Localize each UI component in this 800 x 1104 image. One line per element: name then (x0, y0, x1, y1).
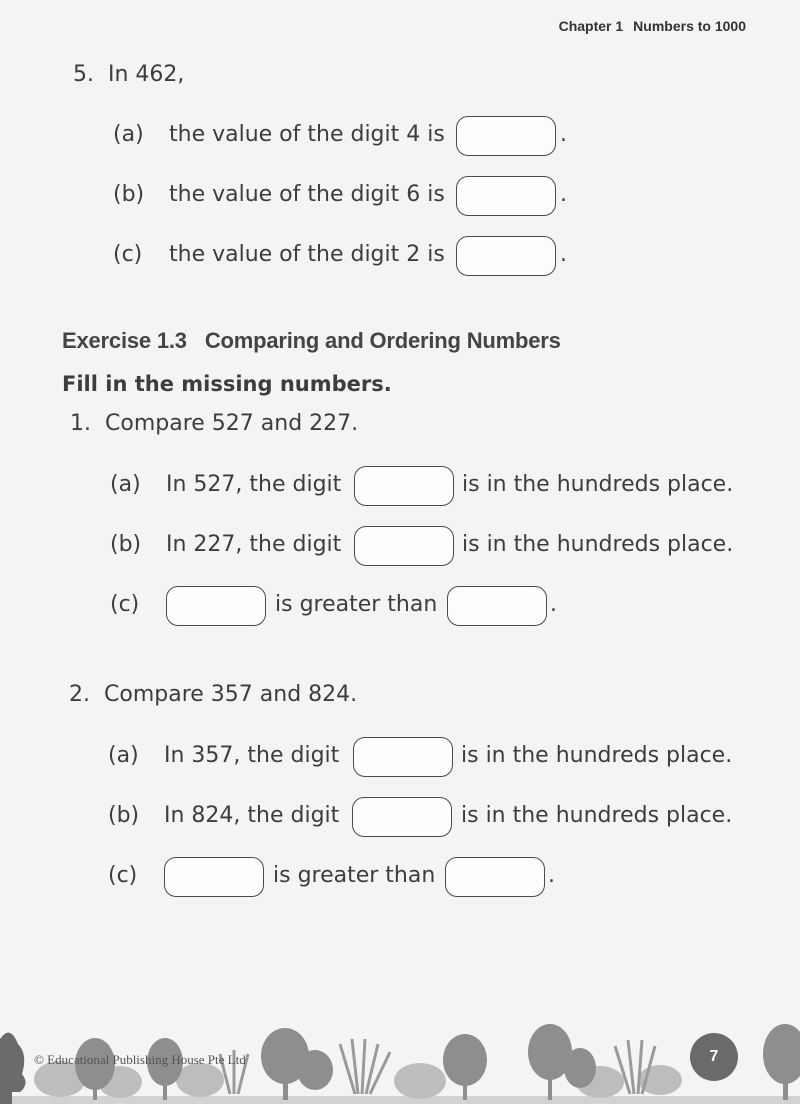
q2c-label: (c) (108, 863, 138, 888)
q2-stem (69, 682, 357, 707)
q5b-answer-box[interactable] (456, 176, 556, 216)
q1c-label: (c) (110, 592, 140, 617)
q1c-answer-box-right[interactable] (447, 586, 547, 626)
q5b-label: (b) (113, 182, 145, 207)
chapter-title: Numbers to 1000 (633, 18, 746, 34)
chapter-label: Chapter 1 (558, 18, 624, 34)
q2-stem-text: Compare 357 and 824. (104, 682, 358, 707)
q5c-period: . (560, 242, 567, 267)
exercise-title: Comparing and Ordering Numbers (204, 328, 561, 353)
q1a-text: In 527, the digit (166, 472, 342, 497)
q5a-label: (a) (113, 122, 144, 147)
q2-number: 2. (69, 682, 90, 707)
q1-stem (70, 411, 358, 436)
q2a-text: In 357, the digit (164, 743, 340, 768)
q5-number: 5. (73, 62, 94, 87)
q1b-text: In 227, the digit (166, 532, 342, 557)
q1b-label: (b) (110, 532, 142, 557)
q1c-answer-box-left[interactable] (166, 586, 266, 626)
q2b-label: (b) (108, 803, 140, 828)
q1b-tail: is in the hundreds place. (462, 532, 734, 557)
q2b-answer-box[interactable] (352, 797, 452, 837)
q2b-text: In 824, the digit (164, 803, 340, 828)
q2c-text: is greater than (273, 863, 436, 888)
q1c-text: is greater than (275, 592, 438, 617)
q5c-label: (c) (113, 242, 143, 267)
q1-stem-text: Compare 527 and 227. (105, 411, 359, 436)
q5c-text: the value of the digit 2 is (169, 242, 445, 267)
q5a-answer-box[interactable] (456, 116, 556, 156)
q1b-answer-box[interactable] (354, 526, 454, 566)
q2c-answer-box-right[interactable] (445, 857, 545, 897)
q5a-period: . (560, 122, 567, 147)
exercise-code: Exercise 1.3 (62, 328, 187, 353)
q1a-answer-box[interactable] (354, 466, 454, 506)
copyright-notice: © Educational Publishing House Pte Ltd (34, 1052, 246, 1067)
q5a-text: the value of the digit 4 is (169, 122, 445, 147)
q2c-answer-box-left[interactable] (164, 857, 264, 897)
chapter-header (559, 18, 746, 34)
q5-stem (73, 62, 184, 87)
q5c-answer-box[interactable] (456, 236, 556, 276)
q5-stem-text: In 462, (108, 62, 185, 87)
footer-trees-decoration (0, 984, 800, 1104)
q2a-label: (a) (108, 743, 139, 768)
q5b-period: . (560, 182, 567, 207)
exercise-heading (62, 328, 561, 354)
exercise-instruction: Fill in the missing numbers. (62, 372, 392, 396)
page-number-badge: 7 (690, 1033, 738, 1081)
q2c-period: . (548, 863, 555, 888)
q2a-answer-box[interactable] (353, 737, 453, 777)
q2b-tail: is in the hundreds place. (461, 803, 733, 828)
q1a-label: (a) (110, 472, 141, 497)
q1-number: 1. (70, 411, 91, 436)
q1a-tail: is in the hundreds place. (462, 472, 734, 497)
q5b-text: the value of the digit 6 is (169, 182, 445, 207)
q1c-period: . (550, 592, 557, 617)
q2a-tail: is in the hundreds place. (461, 743, 733, 768)
